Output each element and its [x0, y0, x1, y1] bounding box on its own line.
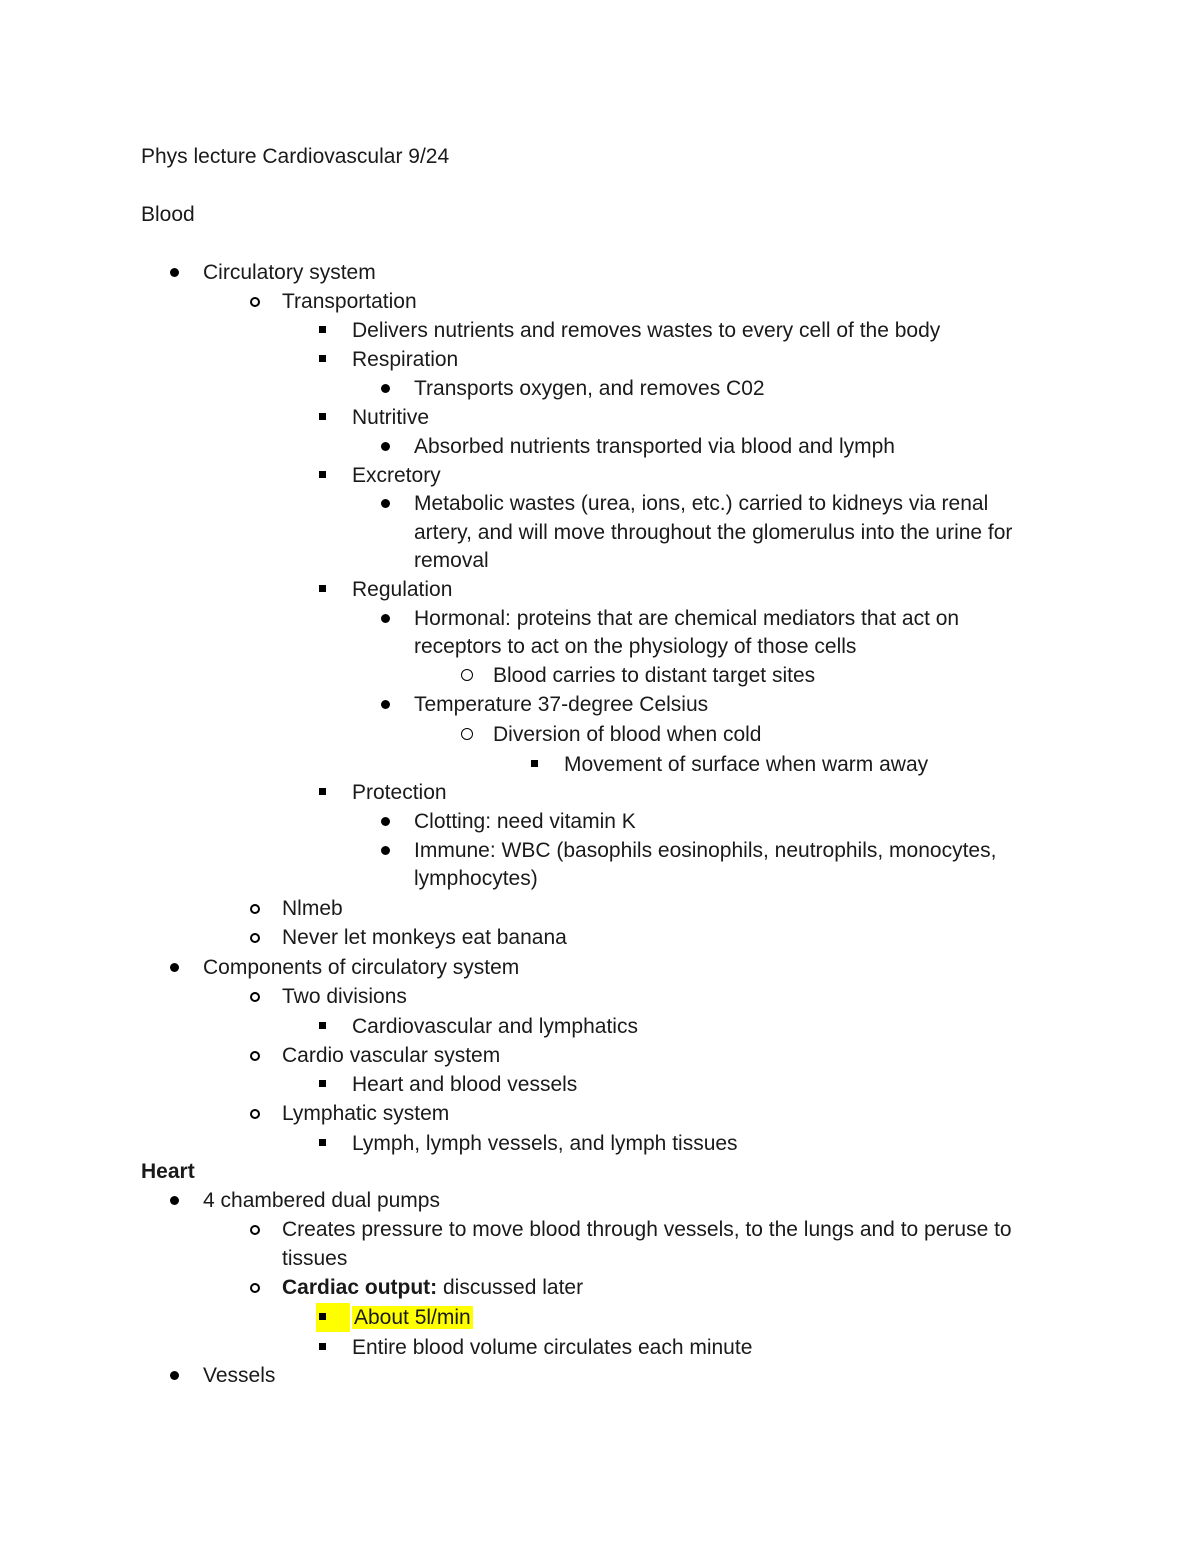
bullet-square-icon	[531, 760, 538, 767]
list-item-continuation: removal	[414, 549, 489, 572]
bullet-ring-icon	[250, 1109, 260, 1119]
list-item: Components of circulatory system	[203, 953, 519, 982]
list-item: Temperature 37-degree Celsius	[414, 690, 708, 719]
bullet-ring-icon	[250, 992, 260, 1002]
document-title: Phys lecture Cardiovascular 9/24	[141, 145, 450, 168]
bullet-square-icon	[319, 326, 326, 333]
list-item: Nlmeb	[282, 894, 343, 923]
list-item-continuation: artery, and will move throughout the glomerulus into the urine for	[414, 521, 1013, 544]
list-item: Circulatory system	[203, 258, 376, 287]
bullet-ring-icon	[250, 1225, 260, 1235]
list-item: Transportation	[282, 287, 417, 316]
bullet-ring-icon	[250, 1283, 260, 1293]
bullet-disc-icon	[170, 1196, 179, 1205]
bullet-ring-icon	[250, 904, 260, 914]
list-item: Diversion of blood when cold	[493, 720, 762, 749]
bullet-circle-icon	[461, 669, 473, 681]
bullet-square-icon	[319, 1080, 326, 1087]
bullet-square-icon	[319, 355, 326, 362]
bullet-disc-icon	[381, 442, 390, 451]
bullet-square-icon	[319, 788, 326, 795]
list-item: Immune: WBC (basophils eosinophils, neutrophils, monocytes,	[414, 836, 996, 865]
list-item: Cardiovascular and lymphatics	[352, 1012, 638, 1041]
list-item: Heart and blood vessels	[352, 1070, 577, 1099]
list-item: Blood carries to distant target sites	[493, 661, 815, 690]
bullet-disc-icon	[381, 817, 390, 826]
bullet-square-icon	[319, 1139, 326, 1146]
section-heading-blood: Blood	[141, 203, 195, 226]
list-item: Absorbed nutrients transported via blood and lymph	[414, 432, 895, 461]
bullet-square-icon	[319, 413, 326, 420]
list-item: Two divisions	[282, 982, 407, 1011]
list-item: Movement of surface when warm away	[564, 750, 928, 779]
list-item: Lymph, lymph vessels, and lymph tissues	[352, 1129, 738, 1158]
list-item: Cardiac output: discussed later	[282, 1273, 583, 1302]
list-item: Lymphatic system	[282, 1099, 449, 1128]
bullet-circle-icon	[461, 728, 473, 740]
list-item: Vessels	[203, 1361, 275, 1390]
bullet-ring-icon	[250, 1051, 260, 1061]
list-item: Respiration	[352, 345, 458, 374]
list-item: Transports oxygen, and removes C02	[414, 374, 765, 403]
list-item-continuation: lymphocytes)	[414, 867, 538, 890]
bullet-disc-icon	[170, 268, 179, 277]
list-item: Entire blood volume circulates each minute	[352, 1333, 752, 1362]
bullet-square-icon	[319, 1343, 326, 1350]
bullet-square-icon	[319, 1313, 326, 1320]
list-item-continuation: receptors to act on the physiology of those cells	[414, 635, 857, 658]
bullet-disc-icon	[381, 846, 390, 855]
list-item: Delivers nutrients and removes wastes to every cell of the body	[352, 316, 940, 345]
bullet-square-icon	[319, 1022, 326, 1029]
bullet-ring-icon	[250, 933, 260, 943]
list-item-highlighted	[352, 1303, 473, 1332]
highlighted-text: About 5l/min	[354, 1306, 471, 1329]
list-item: Protection	[352, 778, 447, 807]
bullet-square-icon	[319, 471, 326, 478]
list-item: Clotting: need vitamin K	[414, 807, 636, 836]
list-item: Hormonal: proteins that are chemical mediators that act on	[414, 604, 959, 633]
bullet-ring-icon	[250, 297, 260, 307]
list-item: Metabolic wastes (urea, ions, etc.) carried to kidneys via renal	[414, 489, 988, 518]
bullet-disc-icon	[170, 1371, 179, 1380]
list-item: Regulation	[352, 575, 452, 604]
list-item: Never let monkeys eat banana	[282, 923, 567, 952]
section-heading-heart: Heart	[141, 1160, 195, 1183]
list-item: Creates pressure to move blood through vessels, to the lungs and to peruse to	[282, 1215, 1012, 1244]
bullet-disc-icon	[381, 499, 390, 508]
list-item: Excretory	[352, 461, 441, 490]
list-item: Nutritive	[352, 403, 429, 432]
bullet-disc-icon	[381, 614, 390, 623]
bullet-disc-icon	[170, 963, 179, 972]
cardiac-output-label: Cardiac output:	[282, 1276, 438, 1299]
bullet-disc-icon	[381, 700, 390, 709]
list-item: Cardio vascular system	[282, 1041, 500, 1070]
list-item: 4 chambered dual pumps	[203, 1186, 440, 1215]
list-item-continuation: tissues	[282, 1247, 348, 1270]
bullet-disc-icon	[381, 384, 390, 393]
bullet-square-icon	[319, 585, 326, 592]
